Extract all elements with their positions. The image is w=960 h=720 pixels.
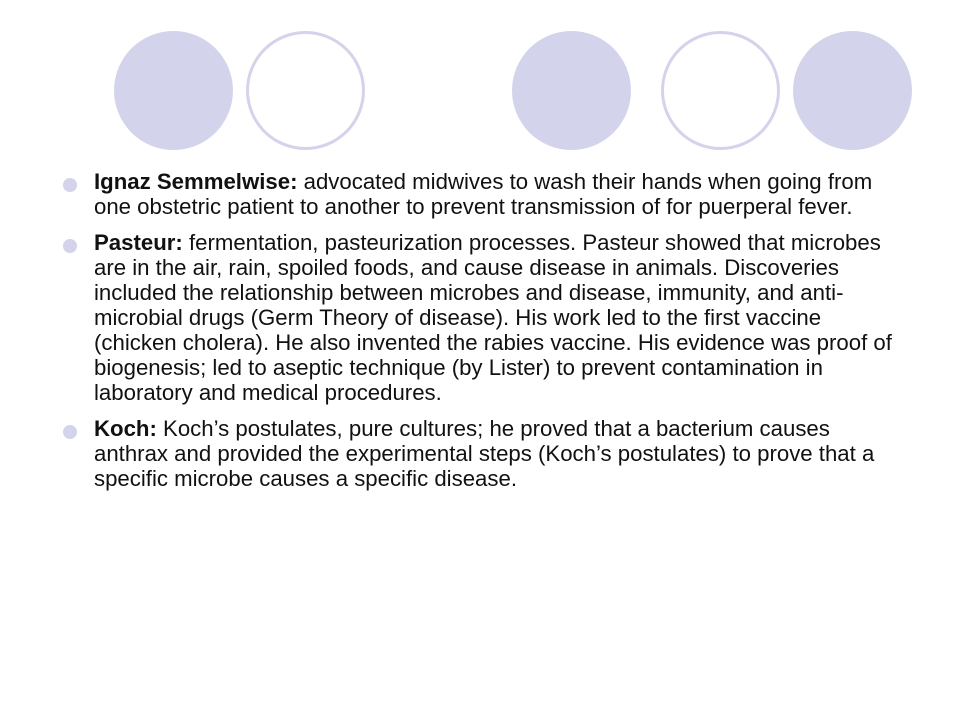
bullet-list bbox=[61, 169, 906, 502]
bullet-name: Koch: bbox=[94, 416, 157, 441]
bullet-name: Ignaz Semmelwise: bbox=[94, 169, 298, 194]
bullet-icon bbox=[63, 178, 77, 192]
bullet-name: Pasteur: bbox=[94, 230, 183, 255]
bullet-text: Koch’s postulates, pure cultures; he proved that a bacterium causes anthrax and provided the experimental steps (Koch’s postulates) to prove that a specific microbe causes a specific disease. bbox=[94, 416, 875, 491]
filled-circle-decoration bbox=[512, 31, 631, 150]
bullet-text: fermentation, pasteurization processes. Pasteur showed that microbes are in the air, rain, spoiled foods, and cause disease in animals. Discoveries included the relationship between microbes and disease, immunity, and anti-microbial drugs (Germ Theory of disease). His work led to the first vaccine (chicken cholera). He also invented the rabies vaccine. His evidence was proof of biogenesis; led to aseptic technique (by Lister) to prevent contamination in laboratory and medical procedures. bbox=[94, 230, 892, 405]
bullet-item-pasteur bbox=[61, 230, 906, 405]
filled-circle-decoration bbox=[793, 31, 912, 150]
outline-circle-decoration bbox=[661, 31, 780, 150]
bullet-icon bbox=[63, 425, 77, 439]
bullet-text: advocated midwives to wash their hands when going from one obstetric patient to another to prevent transmission of for puerperal fever. bbox=[94, 169, 873, 219]
bullet-icon bbox=[63, 239, 77, 253]
bullet-item-koch bbox=[61, 416, 906, 491]
outline-circle-decoration bbox=[246, 31, 365, 150]
filled-circle-decoration bbox=[114, 31, 233, 150]
bullet-item-semmelweis bbox=[61, 169, 906, 219]
